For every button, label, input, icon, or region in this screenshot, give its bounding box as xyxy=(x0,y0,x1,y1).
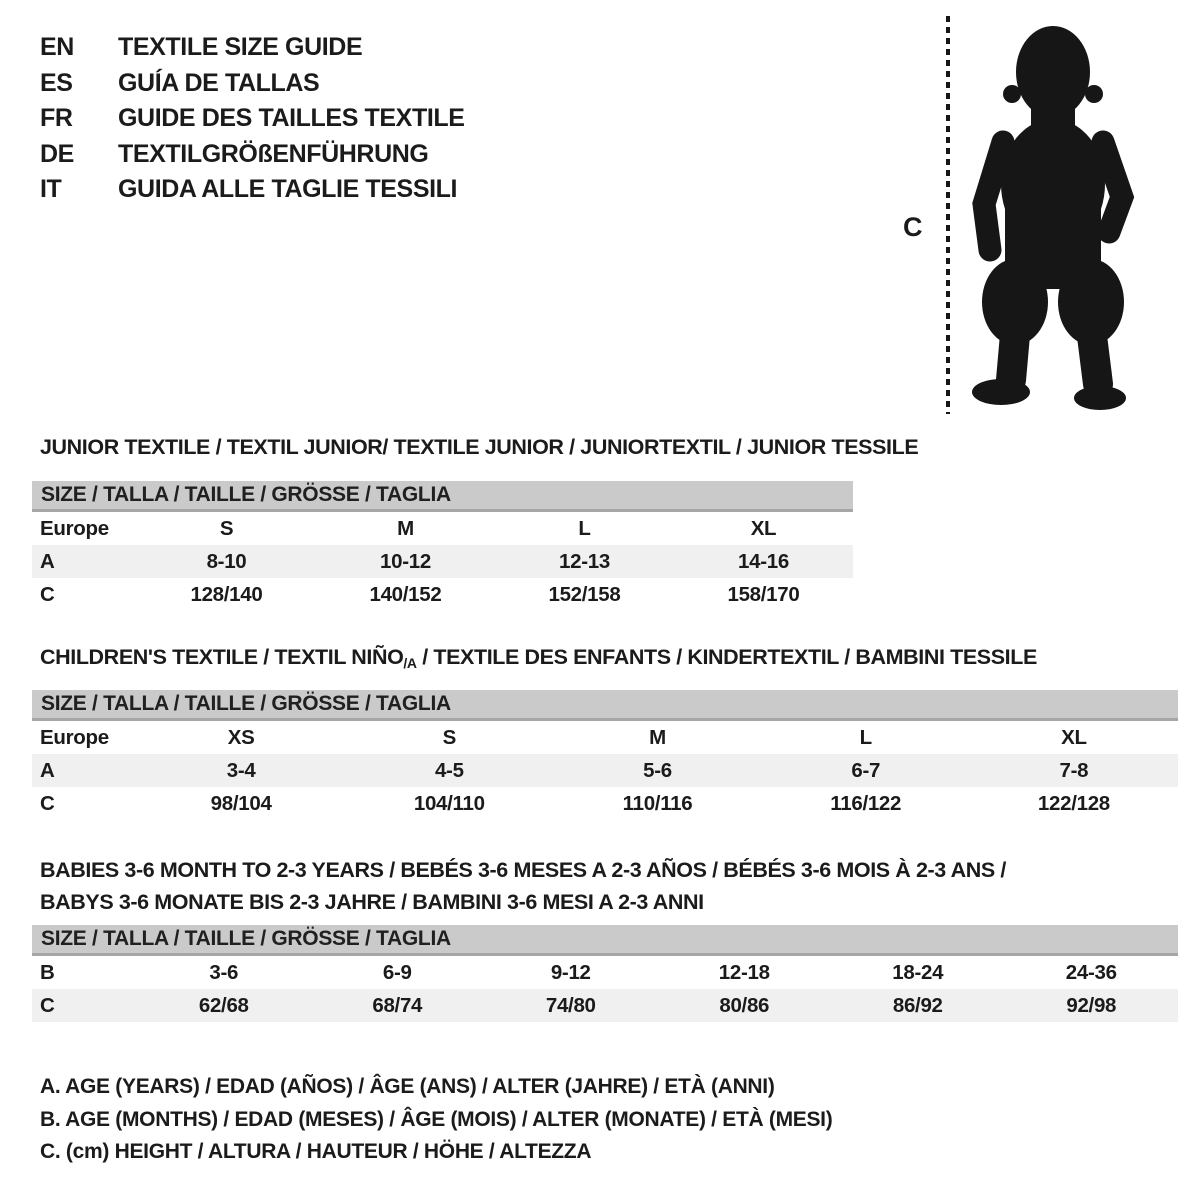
value-cell: 12-18 xyxy=(718,960,770,984)
size-cell: S xyxy=(442,725,456,749)
value-cell: 14-16 xyxy=(738,549,789,573)
junior-section-title: JUNIOR TEXTILE / TEXTIL JUNIOR/ TEXTILE JUNIOR / JUNIORTEXTIL / JUNIOR TESSILE xyxy=(40,435,919,459)
height-cm-row xyxy=(32,989,1178,1022)
language-title: GUIDA ALLE TAGLIE TESSILI xyxy=(118,175,458,204)
children-title-sub: /A xyxy=(403,655,417,671)
value-cell: 158/170 xyxy=(727,582,800,606)
babies-title-line2: BABYS 3-6 MONATE BIS 2-3 JAHRE / BAMBINI 3-6 MESI A 2-3 ANNI xyxy=(40,890,704,914)
language-code: FR xyxy=(40,104,73,133)
value-cell: 86/92 xyxy=(892,993,943,1017)
row-label: C xyxy=(40,993,55,1017)
children-section-title xyxy=(40,645,1037,671)
size-labels-row xyxy=(32,721,1178,754)
value-cell: 6-7 xyxy=(851,758,881,782)
size-cell: M xyxy=(397,516,414,540)
legend xyxy=(40,1076,832,1174)
language-row-en xyxy=(40,33,465,69)
row-label: A xyxy=(40,758,55,782)
value-cell: 5-6 xyxy=(643,758,672,782)
value-cell: 116/122 xyxy=(830,791,902,815)
height-cm-row xyxy=(32,578,853,611)
size-header-band: SIZE / TALLA / TAILLE / GRÖSSE / TAGLIA xyxy=(32,925,1178,956)
legend-line-age-years: A. AGE (YEARS) / EDAD (AÑOS) / ÂGE (ANS) / ALTER (JAHRE) / ETÀ (ANNI) xyxy=(40,1075,775,1098)
language-title: TEXTILE SIZE GUIDE xyxy=(118,33,363,61)
language-code: DE xyxy=(40,139,74,168)
value-cell: 18-24 xyxy=(892,960,944,984)
babies-section-title xyxy=(40,854,1006,918)
size-cell: L xyxy=(578,516,591,540)
value-cell: 80/86 xyxy=(719,993,770,1017)
value-cell: 9-12 xyxy=(550,960,591,984)
height-cm-row xyxy=(32,787,1178,820)
row-label: C xyxy=(40,791,55,815)
value-cell: 104/110 xyxy=(413,791,485,815)
size-cell: XL xyxy=(1061,725,1087,749)
language-row-de xyxy=(40,140,465,176)
age-years-row xyxy=(32,754,1178,787)
language-row-it xyxy=(40,175,465,211)
region-label: Europe xyxy=(40,516,109,540)
value-cell: 110/116 xyxy=(622,791,693,815)
value-cell: 68/74 xyxy=(372,993,423,1017)
row-label: B xyxy=(40,960,55,984)
row-label: A xyxy=(40,549,55,573)
babies-title-line1: BABIES 3-6 MONTH TO 2-3 YEARS / BEBÉS 3-6 MESES A 2-3 AÑOS / BÉBÉS 3-6 MOIS À 2-3 ANS / xyxy=(40,858,1006,882)
value-cell: 3-4 xyxy=(226,758,256,782)
value-cell: 152/158 xyxy=(548,582,621,606)
height-measure-dashed-line xyxy=(946,16,950,414)
size-cell: M xyxy=(649,725,666,749)
value-cell: 62/68 xyxy=(198,993,249,1017)
language-code: ES xyxy=(40,68,73,97)
value-cell: 98/104 xyxy=(210,791,272,815)
size-labels-row xyxy=(32,512,853,545)
value-cell: 128/140 xyxy=(190,582,263,606)
value-cell: 74/80 xyxy=(545,993,596,1017)
language-row-es xyxy=(40,69,465,105)
legend-line-age-months: B. AGE (MONTHS) / EDAD (MESES) / ÂGE (MOIS) / ALTER (MONATE) / ETÀ (MESI) xyxy=(40,1107,833,1131)
value-cell: 140/152 xyxy=(369,582,442,606)
size-cell: L xyxy=(859,725,872,749)
junior-size-table xyxy=(32,481,853,611)
baby-silhouette-icon xyxy=(965,14,1135,414)
size-header-band: SIZE / TALLA / TAILLE / GRÖSSE / TAGLIA xyxy=(32,690,1178,721)
value-cell: 12-13 xyxy=(559,549,610,573)
children-title-prefix: CHILDREN'S TEXTILE / TEXTIL NIÑO xyxy=(40,645,404,669)
region-label: Europe xyxy=(40,725,109,749)
language-list xyxy=(40,33,465,211)
value-cell: 7-8 xyxy=(1059,758,1089,782)
value-cell: 8-10 xyxy=(206,549,247,573)
babies-size-table xyxy=(32,925,1178,1022)
language-title: TEXTILGRÖßENFÜHRUNG xyxy=(118,139,429,168)
size-header-band: SIZE / TALLA / TAILLE / GRÖSSE / TAGLIA xyxy=(32,481,853,512)
language-code: EN xyxy=(40,33,74,61)
size-cell: S xyxy=(219,516,234,540)
value-cell: 3-6 xyxy=(209,960,239,984)
children-title-suffix: / TEXTILE DES ENFANTS / KINDERTEXTIL / BAMBINI TESSILE xyxy=(416,645,1037,669)
value-cell: 24-36 xyxy=(1065,960,1117,984)
value-cell: 122/128 xyxy=(1037,791,1110,815)
language-title: GUÍA DE TALLAS xyxy=(118,68,320,97)
value-cell: 6-9 xyxy=(382,960,412,984)
age-years-row xyxy=(32,545,853,578)
size-cell: XS xyxy=(227,725,255,749)
height-measure-label: C xyxy=(903,212,923,242)
age-months-row xyxy=(32,956,1178,989)
language-title: GUIDE DES TAILLES TEXTILE xyxy=(118,104,465,133)
language-row-fr xyxy=(40,104,465,140)
language-code: IT xyxy=(40,175,62,204)
size-cell: XL xyxy=(750,516,777,540)
row-label: C xyxy=(40,582,55,606)
value-cell: 92/98 xyxy=(1066,993,1117,1017)
value-cell: 4-5 xyxy=(434,758,464,782)
legend-line-height-cm: C. (cm) HEIGHT / ALTURA / HAUTEUR / HÖHE / ALTEZZA xyxy=(40,1140,592,1163)
children-size-table xyxy=(32,690,1178,820)
value-cell: 10-12 xyxy=(380,549,431,573)
